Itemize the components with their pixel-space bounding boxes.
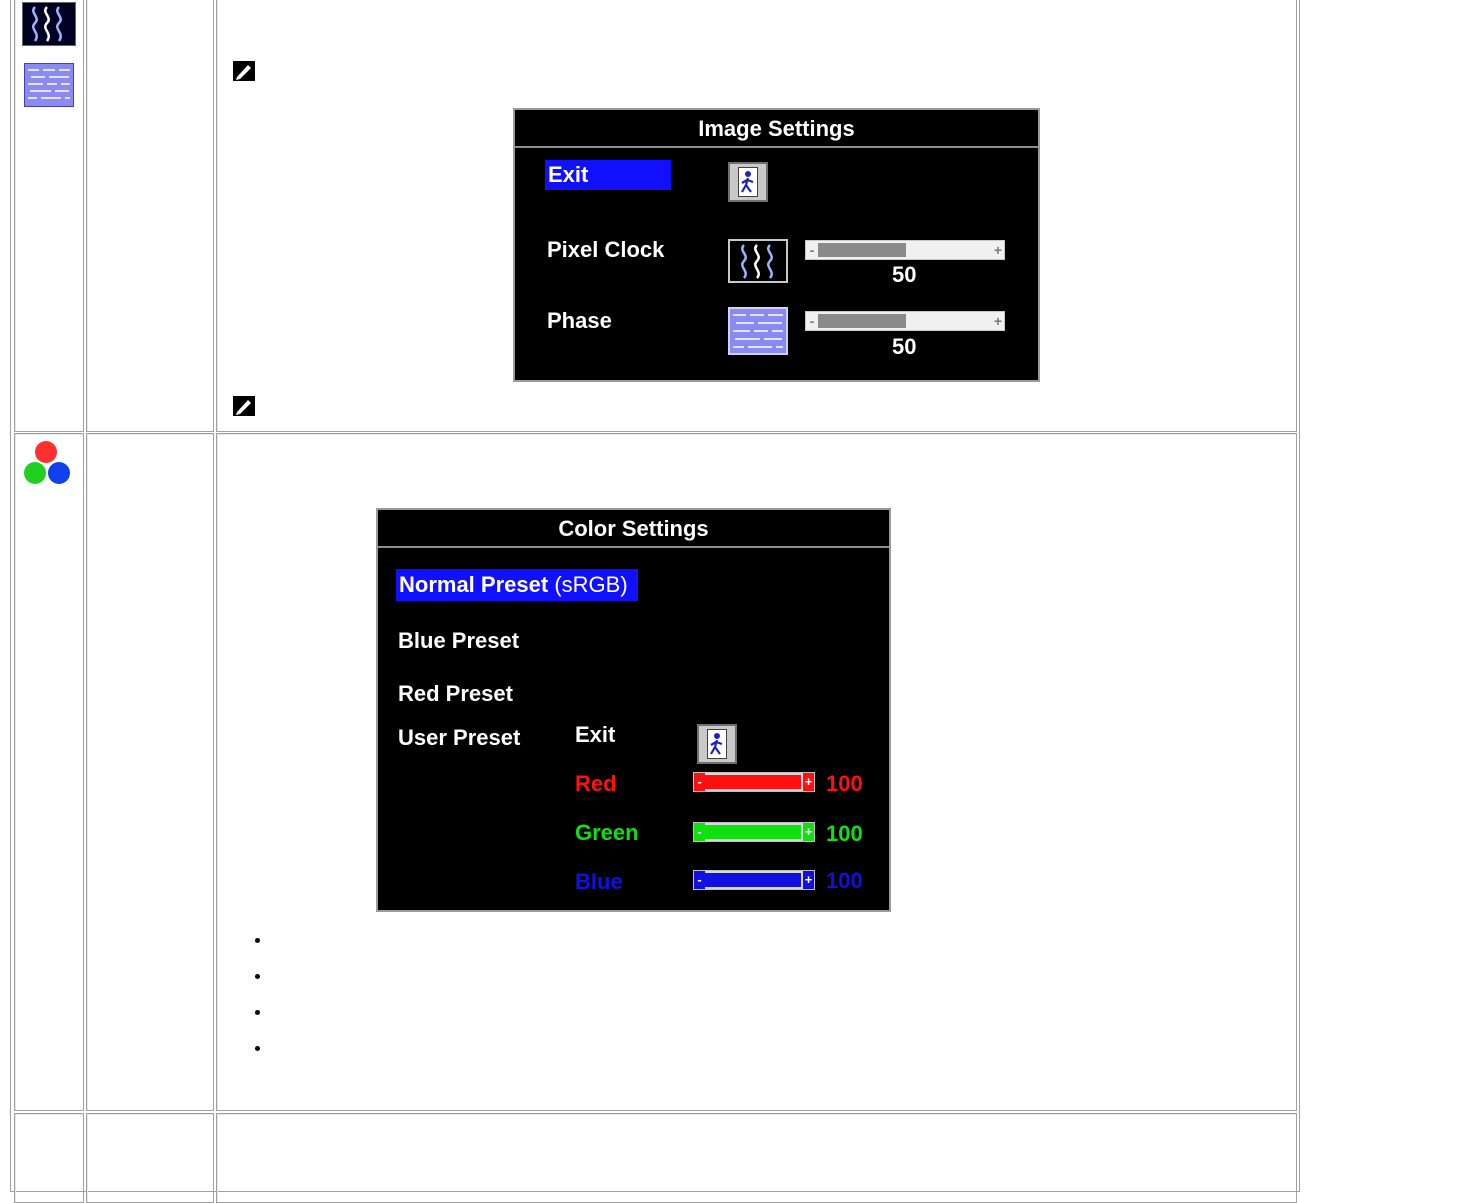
pixel-clock-icon [22,2,76,46]
user-exit-label[interactable]: Exit [575,722,616,747]
slider-plus-icon: + [993,313,1003,329]
red-channel-value: 100 [826,771,863,796]
normal-preset-menu-item[interactable] [396,569,638,601]
exit-icon[interactable] [697,724,737,764]
blue-channel-slider[interactable] [693,870,815,890]
green-slider-fill [705,825,801,839]
blue-preset-menu-item[interactable]: Blue Preset [398,628,520,653]
green-channel-slider[interactable] [693,822,815,842]
pixel-clock-slider-fill [818,243,906,257]
row2-icon-cell [14,433,84,1111]
slider-minus-icon: - [694,871,705,889]
blue-channel-label: Blue [575,869,623,894]
slider-plus-icon: + [804,872,813,887]
blue-channel-value: 100 [826,868,863,893]
row3-desc-cell [216,1113,1297,1203]
slider-minus-icon: - [809,242,815,258]
slider-minus-icon: - [694,773,705,791]
green-channel-label: Green [575,820,639,845]
red-preset-menu-item[interactable]: Red Preset [398,681,513,706]
normal-preset-suffix: (sRGB) [554,572,628,597]
exit-icon[interactable] [728,162,768,202]
pixel-clock-icon [728,239,788,283]
phase-icon [728,307,788,355]
osd-divider [378,546,889,548]
note-pencil-icon [232,395,256,417]
phase-slider[interactable] [805,311,1005,331]
pixel-clock-slider[interactable] [805,240,1005,260]
slider-minus-icon: - [809,313,815,329]
slider-minus-icon: - [694,823,705,841]
user-preset-menu-item[interactable]: User Preset [398,725,521,750]
pixel-clock-label: Pixel Clock [547,237,665,262]
phase-icon [24,63,74,107]
slider-plus-icon: + [993,242,1003,258]
green-channel-value: 100 [826,821,863,846]
slider-plus-icon: + [804,824,813,839]
red-channel-label: Red [575,771,617,796]
normal-preset-label: Normal Preset [399,572,549,597]
osd-title: Color Settings [558,516,709,541]
osd-title: Image Settings [698,116,855,141]
phase-label: Phase [547,308,612,333]
osd-divider [515,146,1038,148]
phase-value: 50 [892,334,917,359]
image-settings-osd [513,108,1040,382]
rgb-dots-icon [22,438,74,488]
exit-label: Exit [548,162,589,187]
row3-icon-cell [14,1113,84,1203]
red-slider-fill [705,775,801,789]
row1-name-cell [86,0,214,432]
red-channel-slider[interactable] [693,772,815,792]
blue-slider-fill [705,873,801,887]
phase-slider-fill [818,314,906,328]
row3-name-cell [86,1113,214,1203]
slider-plus-icon: + [804,774,813,789]
note-pencil-icon [232,60,256,82]
exit-menu-item[interactable] [545,160,671,190]
color-settings-osd [376,508,891,912]
pixel-clock-value: 50 [892,262,917,287]
row2-name-cell [86,433,214,1111]
